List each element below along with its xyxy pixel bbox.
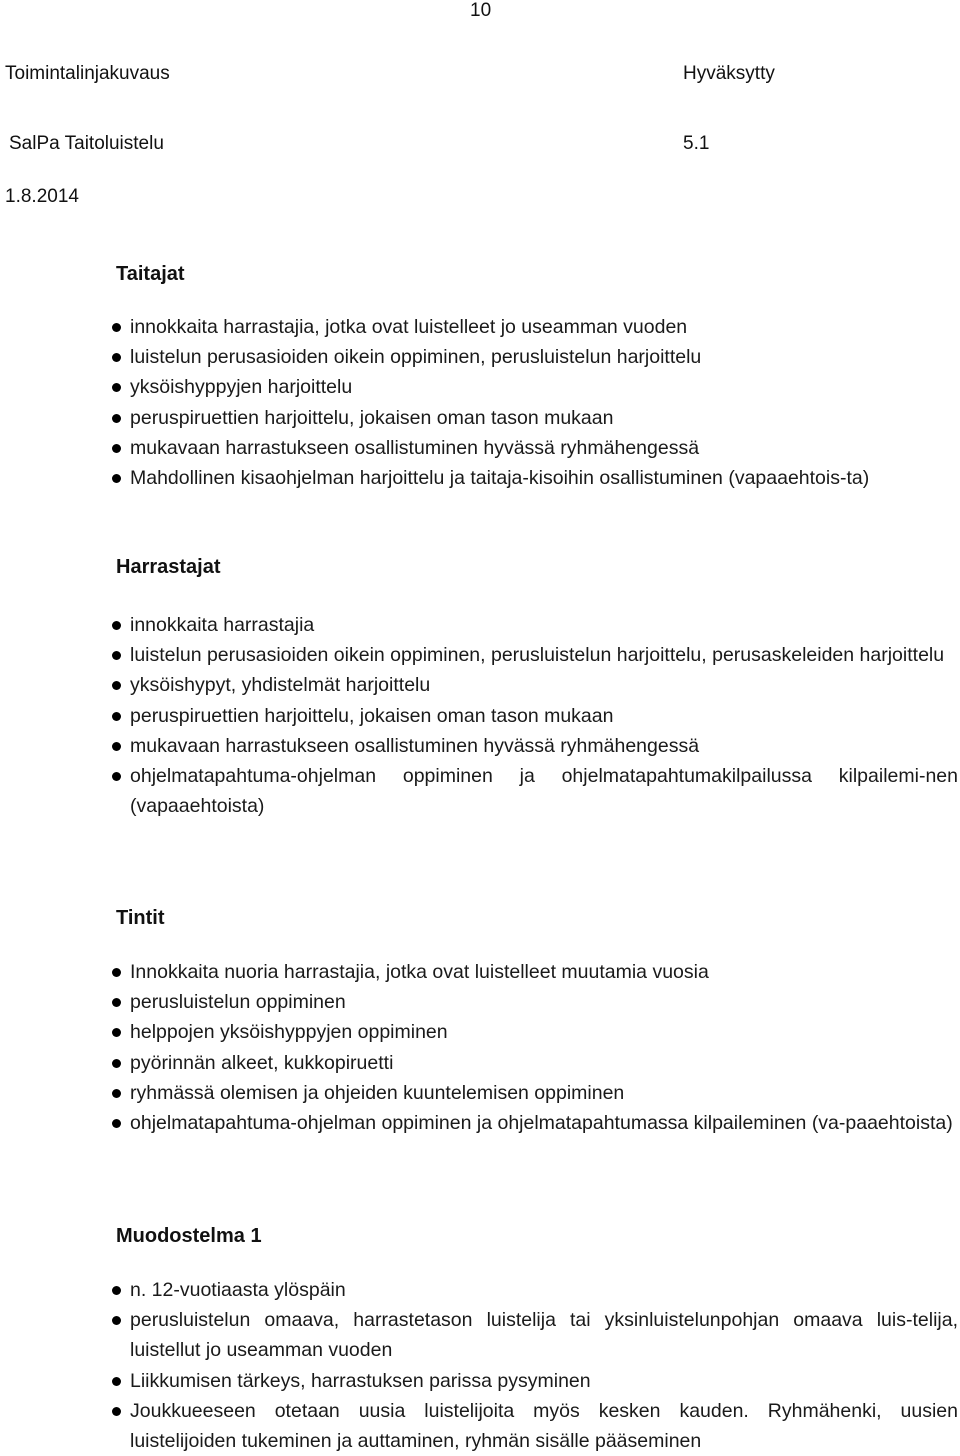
bullet-icon [112, 621, 121, 630]
harrastajat-list [112, 610, 958, 821]
organization-name: SalPa Taitoluistelu [9, 133, 164, 154]
list-item: ohjelmatapahtuma-ohjelman oppiminen ja ohjelmatapahtumassa kilpaileminen (va-paaehtoista) [112, 1108, 958, 1138]
bullet-icon [112, 1316, 121, 1325]
document-date: 1.8.2014 [5, 186, 79, 207]
bullet-icon [112, 383, 121, 392]
bullet-icon [112, 474, 121, 483]
bullet-icon [112, 1119, 121, 1128]
list-item: innokkaita harrastajia [112, 610, 958, 640]
bullet-icon [112, 323, 121, 332]
list-item: helppojen yksöishyppyjen oppiminen [112, 1017, 958, 1047]
list-item: Innokkaita nuoria harrastajia, jotka ovat luistelleet muutamia vuosia [112, 957, 958, 987]
list-item: pyörinnän alkeet, kukkopiruetti [112, 1048, 958, 1078]
bullet-icon [112, 772, 121, 781]
bullet-icon [112, 353, 121, 362]
list-item: peruspiruettien harjoittelu, jokaisen oman tason mukaan [112, 701, 958, 731]
bullet-icon [112, 1407, 121, 1416]
bullet-icon [112, 712, 121, 721]
list-item: mukavaan harrastukseen osallistuminen hyvässä ryhmähengessä [112, 731, 958, 761]
list-item: ohjelmatapahtuma-ohjelman oppiminen ja ohjelmatapahtumakilpailussa kilpailemi-nen (vapaaehtoista) [112, 761, 958, 821]
bullet-icon [112, 1377, 121, 1386]
document-title: Toimintalinjakuvaus [5, 63, 170, 84]
bullet-icon [112, 681, 121, 690]
list-item: n. 12-vuotiaasta ylöspäin [112, 1275, 958, 1305]
page-number: 10 [470, 0, 492, 21]
approval-status: Hyväksytty [683, 63, 775, 84]
list-item: peruspiruettien harjoittelu, jokaisen oman tason mukaan [112, 403, 958, 433]
bullet-icon [112, 968, 121, 977]
bullet-icon [112, 742, 121, 751]
taitajat-list [112, 312, 958, 493]
list-item: ryhmässä olemisen ja ohjeiden kuuntelemisen oppiminen [112, 1078, 958, 1108]
section-title-muodostelma-1: Muodostelma 1 [116, 1225, 262, 1247]
list-item: luistelun perusasioiden oikein oppiminen, perusluistelun harjoittelu [112, 342, 958, 372]
muodostelma-1-list [112, 1275, 958, 1456]
list-item: Joukkueeseen otetaan uusia luistelijoita myös kesken kauden. Ryhmähenki, uusien luistelijoiden tukeminen ja auttaminen, ryhmän sisälle pääseminen [112, 1396, 958, 1456]
tintit-list [112, 957, 958, 1138]
list-item: Liikkumisen tärkeys, harrastuksen parissa pysyminen [112, 1366, 958, 1396]
list-item: Mahdollinen kisaohjelman harjoittelu ja taitaja-kisoihin osallistuminen (vapaaehtois-ta) [112, 463, 958, 493]
list-item: yksöishypyt, yhdistelmät harjoittelu [112, 670, 958, 700]
list-item: yksöishyppyjen harjoittelu [112, 372, 958, 402]
list-item: perusluistelun omaava, harrastetason luistelija tai yksinluistelunpohjan omaava luis-telija, luistellut jo useamman vuoden [112, 1305, 958, 1365]
bullet-icon [112, 1059, 121, 1068]
bullet-icon [112, 414, 121, 423]
list-item: mukavaan harrastukseen osallistuminen hyvässä ryhmähengessä [112, 433, 958, 463]
section-title-tintit: Tintit [116, 907, 165, 929]
bullet-icon [112, 1028, 121, 1037]
list-item: perusluistelun oppiminen [112, 987, 958, 1017]
bullet-icon [112, 1089, 121, 1098]
list-item: innokkaita harrastajia, jotka ovat luistelleet jo useamman vuoden [112, 312, 958, 342]
list-item: luistelun perusasioiden oikein oppiminen, perusluistelun harjoittelu, perusaskeleiden harjoittelu [112, 640, 958, 670]
section-title-taitajat: Taitajat [116, 263, 185, 285]
bullet-icon [112, 1286, 121, 1295]
bullet-icon [112, 998, 121, 1007]
bullet-icon [112, 651, 121, 660]
bullet-icon [112, 444, 121, 453]
version-number: 5.1 [683, 133, 710, 154]
section-title-harrastajat: Harrastajat [116, 556, 221, 578]
